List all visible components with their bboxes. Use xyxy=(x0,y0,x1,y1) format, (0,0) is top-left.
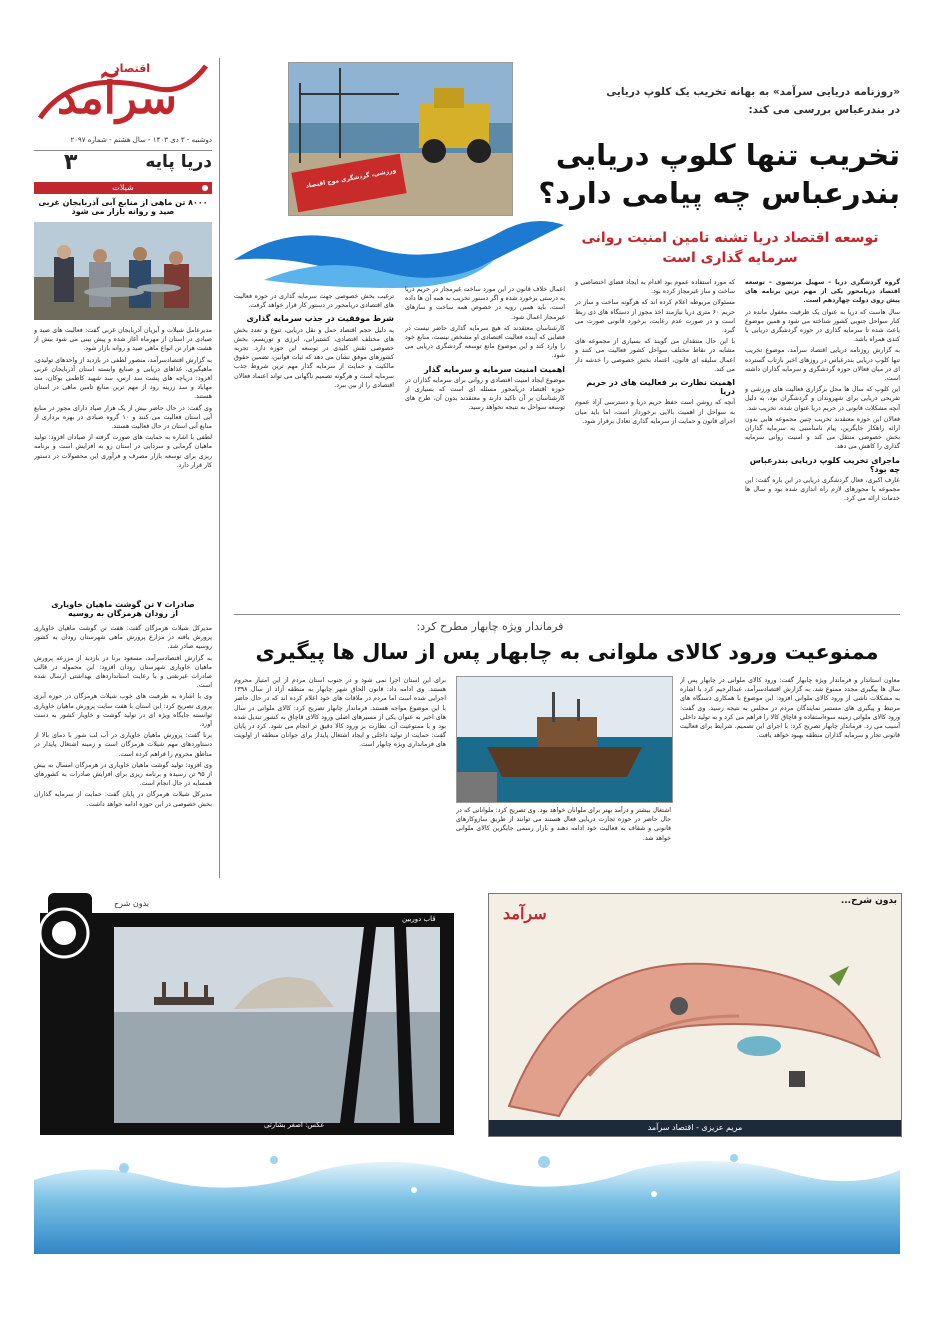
story-col-1-p2: به گزارش روزنامه دریایی اقتصاد سرآمد، موضوع تخریب تنها کلوپ دریایی بندرعباس در روزهای اخیر بازتاب گسترده ای در میان فعالان حوزه گردشگری و سرمایه گذاران داشته است. xyxy=(745,347,900,383)
photo-box-label: بدون شرح xyxy=(114,899,149,908)
cartoon-credit-bar xyxy=(489,1120,901,1136)
story-kicker-line1: «روزنامه دریایی سرآمد» به بهانه تخریب یک کلوپ دریایی xyxy=(606,86,900,98)
beach-camels-photo xyxy=(114,927,440,1123)
story-subhead-line2: سرمایه گذاری است xyxy=(662,250,798,266)
story-subhead xyxy=(560,228,900,268)
sidebar-body-1-p2: به گزارش اقتصادسرآمد، منصور لطفی در بازدید از واحدهای تولیدی، ماهیگیری، غذاهای دریایی و صنایع وابسته استان آذربایجان غربی افزود: دریاچه های پشت سد ارس، سد شهید کاظمی بوکان، سد مهاباد و سد زرینه رود از مهم ترین منابع تامین ماهی در استان هستند. xyxy=(34,356,212,401)
story-headline xyxy=(520,136,900,212)
story-col-4 xyxy=(234,292,394,608)
sidebar-divider-top xyxy=(34,150,212,151)
story-col-1-p3: این کلوپ که سال ها محل برگزاری فعالیت های ورزشی و تفریحی دریایی برای شهروندان و گردشگران بود، به دلیل آنچه مشکلات قانونی در حریم دریا عنوان شده، تخریب شد. xyxy=(745,386,900,412)
masthead xyxy=(34,58,212,148)
photo-box xyxy=(34,893,454,1135)
banner-text: ورزشی، گردشگری موج اقتصاد xyxy=(305,167,397,190)
sidebar-body-2 xyxy=(34,624,212,874)
page-number: ۳ xyxy=(64,150,78,175)
fishermen-photo xyxy=(34,222,212,320)
sidebar-headline-2 xyxy=(34,600,212,618)
sidebar-body-2-p2: به گزارش اقتصادسرآمد، مسعود برنا در بازدید از مزرعه پرورش ماهیان خاویاری شهرستان رودان افزود: این محموله در قالب صادرات غیرنفتی و با رعایت استانداردهای بهداشتی ارسال شده است. xyxy=(34,654,212,690)
story-col-4-subhead: شرط موفقیت در جذب سرمایه گذاری xyxy=(246,314,394,324)
sidebar-headline-1 xyxy=(34,198,212,216)
photo-credit: عکس: اصغر بشارتی xyxy=(264,1121,325,1129)
cartoon-box xyxy=(488,893,902,1137)
sidebar-body-1-p1: مدیرعامل شیلات و آبزیان آذربایجان غربی گفت: فعالیت های صید و صیادی در استان از مهرماه آغاز شده و پیش بینی می شود بیش از هشت هزار تن انواع ماهی صید و روانه بازار شود. xyxy=(34,327,212,353)
story-col-1-tail: عارف اکبری، فعال گردشگری دریایی در این باره گفت: این مجموعه با مجوزهای لازم راه اندازی شده بود و سال ها خدمات ارائه می کرد. xyxy=(745,477,900,503)
story-col-2-tail: آنچه که روشن است حفظ حریم دریا و دسترسی آزاد عموم به سواحل از اهمیت بالایی برخوردار است، اما باید میان اجرای قانون و حمایت از سرمایه گذاری تعادل برقرار شود. xyxy=(575,399,735,425)
sidebar-vertical-rule xyxy=(219,58,220,878)
sidebar-headline-2-line2: از رودان هرمزگان به روسیه xyxy=(67,609,179,618)
story-col-3-p2: کارشناسان معتقدند که هیچ سرمایه گذاری حاضر نیست در فضایی که آینده فعالیت اقتصادی او مشخص نیست، منابع خود را وارد کند و این موضوع مانع توسعه گردشگری دریایی می شود. xyxy=(405,324,565,360)
story2-col-left: برای این استان اجرا نمی شود و در جنوب استان مردم از این امتیاز محروم هستند. وی ادامه داد: قانون الحاق شهر چابهار به منطقه آزاد از سال ۱۳۹۸ اجرایی شده است اما مردم در ملاقات های خود اعلام کرده اند که در حال حاضر با این موضوع مواجه هستند. فرماندار چابهار تصریح کرد: کالای ملوانی در سال های اخیر به عنوان یکی از مسیرهای اصلی ورود کالای قاچاق به کشور تبدیل شده بود و با ممنوعیت آن، نظارت بر ورود کالا دقیق تر انجام می شود. کرد در پایان گفت: حمایت از تولید داخلی و ایجاد اشتغال پایدار برای جوانان منطقه از اولویت های فرمانداری ویژه چابهار است. xyxy=(234,677,446,749)
story2-headline: ممنوعیت ورود کالای ملوانی به چابهار پس از سال ها پیگیری xyxy=(255,640,879,664)
story2-col-right: معاون استاندار و فرماندار ویژه چابهار گفت: ورود کالای ملوانی در چابهار پس از سال ها پیگیری مجدد ممنوع شد. به گزارش اقتصادسرآمد، عبدالرحیم کرد با اشاره به مشکلات ناشی از ورود کالای ملوانی افزود: این موضوع با همکاری دستگاه های مرتبط و پیگیری های مستمر نمایندگان مردم در مجلس به نتیجه رسید. وی گفت: ورود کالای ملوانی زمینه سوءاستفاده و قاچاق کالا را فراهم می کرد و به تولید داخلی آسیب می زد. فرماندار چابهار تصریح کرد: با اجرای این تصمیم، شرایط برای فعالیت قانونی تجار و سرمایه گذاران منطقه بهبود خواهد یافت. xyxy=(680,677,900,740)
story-col-2-subhead: اهمیت نظارت بر فعالیت های در حریم دریا xyxy=(586,378,735,397)
photo-box-title: قاب دوربین xyxy=(402,915,436,923)
cartoon-credit: مریم عزیزی - اقتصاد سرآمد xyxy=(647,1123,743,1132)
story-byline: گروه گردشگری دریا – سهیل مرتضوی – توسعه اقتصاد دریامحور یکی از مهم ترین برنامه های پیش روی دولت چهاردهم است. xyxy=(745,279,900,305)
story-col-3 xyxy=(405,285,565,608)
story-col-1-p1: سال هاست که دریا به عنوان یک ظرفیت مغفول مانده در کنار سواحل جنوبی کشور شناخته می شود و همین موضوع باعث شده تا سرمایه گذاری در حوزه گردشگری دریایی با کندی همراه باشد. xyxy=(745,308,900,344)
sidebar-body-2-p5: وی افزود: تولید گوشت ماهیان خاویاری در هرمزگان امسال به بیش از ۹۵ تن رسیده و برنامه ریزی برای افزایش صادرات به کشورهای همسایه در حال انجام است. xyxy=(34,761,212,788)
story-col-1 xyxy=(745,278,900,608)
ship-photo xyxy=(456,676,673,803)
dateline: دوشنبه - ۳ دی ۱۴۰۳ - سال هشتم - شماره ۲۰۹۷ xyxy=(70,136,212,144)
water-splash-icon xyxy=(34,1150,900,1254)
sidebar-body-2-p4: برنا گفت: پرورش ماهیان خاویاری در آب لب شور با دمای بالا از دستاوردهای مهم شیلات هرمزگان است و زمینه اشتغال پایدار در مناطق محروم را فراهم کرده است. xyxy=(34,732,212,758)
section-tag-bar xyxy=(34,182,212,194)
story-col-3-p1: اعمال خلاف قانون در این مورد ساخت غیرمجاز در حریم دریا به درستی برخورد شده و اگر دستور تخریب به همه آن ها داده است، باید همین رویه در خصوص همه ساخت و سازهای غیرمجاز اعمال شود. xyxy=(405,286,565,321)
water-splash-banner xyxy=(34,1150,900,1254)
wave-icon xyxy=(234,200,574,290)
story-col-4-tail: به دلیل حجم اقتصاد حمل و نقل دریایی، تنوع و تعدد بخش های مختلف اقتصادی، کشتیرانی، انرژی و توریسم، بخش خصوصی نقش کلیدی در توسعه این حوزه دارد. تجربه کشورهای موفق نشان می دهد که ثبات قوانین، تضمین حقوق مالکیت و حمایت از سرمایه گذار مهم ترین شروط جذب سرمایه است و هرگونه تصمیم ناگهانی می تواند اعتماد فعالان اقتصادی را از بین ببرد. xyxy=(234,326,394,389)
cartoon-label: بدون شرح... xyxy=(840,896,897,906)
page-section-name: دریا پایه xyxy=(145,152,212,172)
sidebar-body-1-p4: لطفی با اشاره به حمایت های صورت گرفته از صیادان افزود: تولید ماهیان گرمابی و سردابی در استان رو به افزایش است و برنامه ریزی برای توسعه بازار مصرف و فرآوری این محصولات در دستور کار قرار دارد. xyxy=(34,434,212,469)
wave-graphic xyxy=(234,200,574,290)
sidebar-headline-1-line2: صید و روانه بازار می شود xyxy=(71,207,175,216)
story-col-2-p1: که مورد استفاده عموم بود اقدام به ایجاد فضای اختصاصی و ساخت و ساز غیرمجاز کرده بود. xyxy=(575,279,735,296)
sidebar-headline-2-line1: صادرات ۷ تن گوشت ماهیان خاویاری xyxy=(51,600,195,609)
sidebar-body-1 xyxy=(34,326,212,592)
story-kicker xyxy=(560,86,900,116)
story-subhead-line1: توسعه اقتصاد دریا تشنه تامین امنیت روانی xyxy=(581,230,879,246)
cartoon-logo: سرآمد xyxy=(503,904,547,923)
radio-dot-icon xyxy=(202,185,208,191)
byline-logo-icon xyxy=(900,276,901,277)
sidebar-body-2-p6: مدیرکل شیلات هرمزگان در پایان گفت: حمایت از سرمایه گذاران بخش خصوصی در این حوزه ادامه خواهد داشت. xyxy=(34,791,212,808)
sidebar-body-1-p3: وی گفت: در حال حاضر بیش از یک هزار صیاد دارای مجوز در منابع آبی استان فعالیت می کنند و ۱۰ گروه صیادی در بهره برداری از منابع آبی استان در حال فعالیت هستند. xyxy=(34,404,212,431)
section-tag: شیلات xyxy=(112,183,134,192)
sidebar-body-2-p1: مدیرکل شیلات هرمزگان گفت: هفت تن گوشت ماهیان خاویاری پرورش یافته در مزارع پرورش ماهی شهرستان رودان به کشور روسیه صادر شد. xyxy=(34,625,212,651)
bulldozer-photo xyxy=(288,62,513,216)
story-col-2 xyxy=(575,278,735,608)
story-col-1-p4: فعالان این حوزه معتقدند تخریب چنین مجموعه هایی بدون ارائه راهکار جایگزین، پیام نامناسبی به سرمایه گذاران بخش خصوصی منتقل می کند و امنیت روانی سرمایه گذاری را کاهش می دهد. xyxy=(745,415,900,451)
story-col-3-tail: موضوع ایجاد امنیت اقتصادی و روانی برای سرمایه گذاران در حوزه اقتصاد دریامحور مسئله ای است که بسیاری از کارشناسان بر آن تاکید دارند و معتقدند بدون آن، طرح های توسعه سواحل به نتیجه نخواهد رسید. xyxy=(405,376,565,412)
story-col-2-p3: با این حال منتقدان می گویند که بسیاری از مجموعه های مشابه در نقاط مختلف سواحل کشور فعالیت می کنند و اعمال سلیقه ای قانون، اعتماد بخش خصوصی را خدشه دار می کند. xyxy=(575,338,735,373)
story-col-4-p1: ترغیب بخش خصوصی جهت سرمایه گذاری در حوزه فعالیت های اقتصادی دریامحور در دستور کار قرار خواهد گرفت. xyxy=(234,293,394,310)
logo-main: سرآمد xyxy=(56,73,178,124)
story-col-3-subhead: اهمیت امنیت سرمایه و سرمایه گذار xyxy=(424,364,565,374)
story-divider xyxy=(234,614,900,615)
sidebar-body-2-p3: وی با اشاره به ظرفیت های خوب شیلات هرمزگان در حوزه آبزی پروری تصریح کرد: این استان با هفت سایت پرورش ماهیان خاویاری توانسته جایگاه ویژه ای در تولید گوشت و خاویار کشور به دست آورد. xyxy=(34,693,212,729)
story2-kicker: فرماندار ویژه چابهار مطرح کرد: xyxy=(416,620,564,633)
story-kicker-line2: در بندرعباس بررسی می کند: xyxy=(748,104,900,116)
masthead-logo xyxy=(34,58,212,133)
story-col-1-subhead: ماجرای تخریب کلوپ دریایی بندرعباس چه بود؟ xyxy=(749,455,900,474)
logo-small: اقتصاد xyxy=(114,62,151,75)
sidebar-headline-1-line1: ۸۰۰۰ تن ماهی از منابع آبی آذربایجان غربی xyxy=(38,198,208,207)
story2-col-mid-below: اشتغال بیشتر و درآمد بهتر برای ملوانان خواهد بود. وی تصریح کرد: ملوانانی که در حال حاضر در حوزه تجارت دریایی فعال هستند می توانند از طریق سازوکارهای قانونی و شفاف به فعالیت خود ادامه دهند و بازار رسمی جایگزین کالای ملوانی خواهد شد. xyxy=(456,807,671,842)
story-col-2-p2: مسئولان مربوطه اعلام کرده اند که هرگونه ساخت و ساز در حریم ۶۰ متری دریا نیازمند اخذ مجوز از دستگاه های ذی ربط است و در صورت عدم رعایت، برخورد قانونی صورت می گیرد. xyxy=(575,299,735,335)
cartoon-drawing-icon xyxy=(489,906,901,1126)
story-headline-line2: بندرعباس چه پیامی دارد؟ xyxy=(538,176,900,210)
story-headline-line1: تخریب تنها کلوپ دریایی xyxy=(555,138,900,172)
